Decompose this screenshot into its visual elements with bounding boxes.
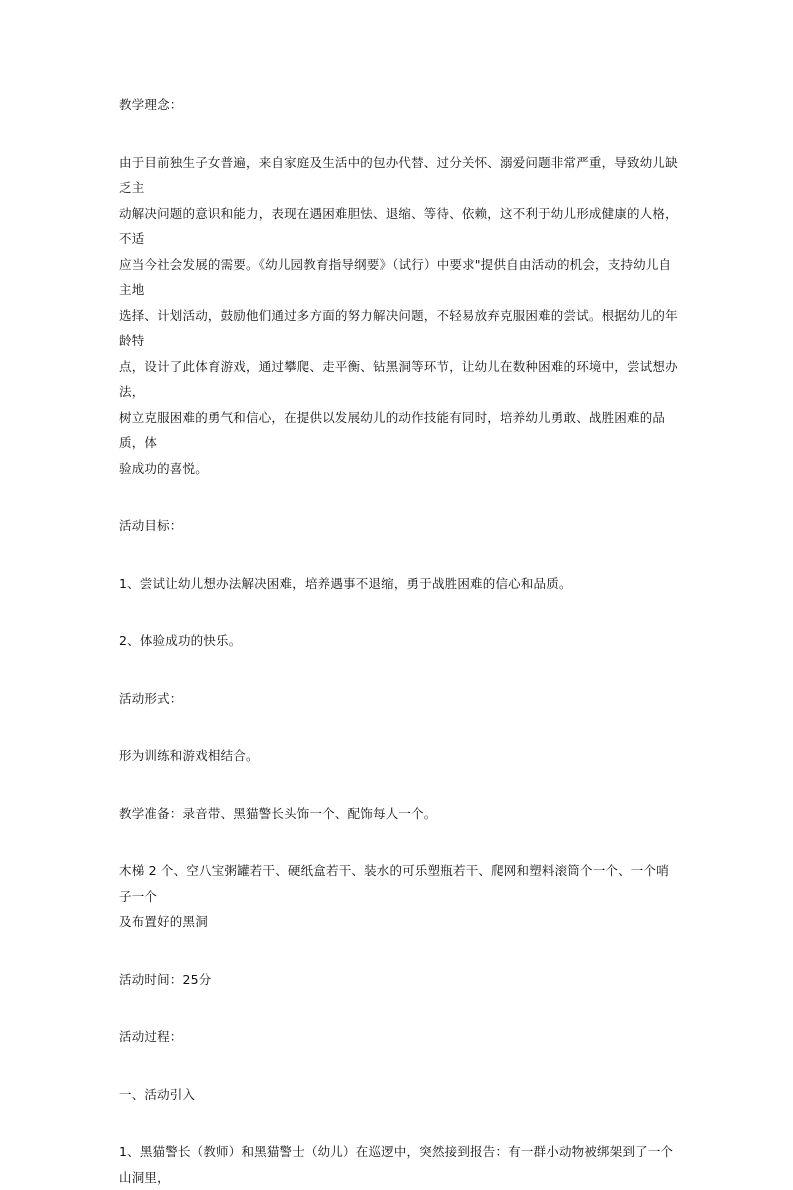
heading-activity-goals: 活动目标：: [119, 518, 183, 533]
section-heading-intro: 一、活动引入: [119, 1086, 196, 1102]
materials-paragraph: [119, 858, 679, 935]
paragraph-line: 选择、计划活动，鼓励他们通过多方面的努力解决问题，不轻易放弃克服困难的尝试。根据幼儿的年龄特: [119, 307, 678, 348]
spacer: [119, 654, 679, 686]
spacer: [119, 1107, 679, 1139]
activity-time: 活动时间：25分: [119, 971, 212, 987]
goal-item-1: 1、尝试让幼儿想办法解决困难，培养遇事不退缩，勇于战胜困难的信心和品质。: [119, 575, 572, 591]
paragraph-line: 点，设计了此体育游戏，通过攀爬、走平衡、钻黑洞等环节，让幼儿在数种困难的环境中，尝试想办法，: [119, 358, 678, 399]
paragraph-line: 验成功的喜悦。: [119, 460, 208, 476]
philosophy-paragraph: [119, 150, 679, 482]
paragraph-line: 及布置好的黑洞: [119, 914, 208, 929]
spacer: [119, 481, 679, 513]
paragraph-line: 应当今社会发展的需要。《幼儿园教育指导纲要》（试行）中要求"提供自由活动的机会，支持幼儿自主地: [119, 256, 672, 297]
spacer: [119, 596, 679, 628]
spacer: [119, 118, 679, 150]
spacer: [119, 769, 679, 801]
spacer: [119, 1050, 679, 1082]
spacer: [119, 992, 679, 1024]
heading-teaching-philosophy: 教学理念：: [119, 97, 183, 112]
paragraph-line: 动解决问题的意识和能力，表现在遇困难胆怯、退缩、等待、依赖，这不利于幼儿形成健康的人格，不适: [119, 205, 678, 246]
spacer: [119, 711, 679, 743]
goal-item-2: 2、体验成功的快乐。: [119, 633, 242, 648]
document-body: [119, 92, 679, 1190]
teaching-preparation: 教学准备：录音带、黑猫警长头饰一个、配饰每人一个。: [119, 805, 437, 821]
spacer: [119, 539, 679, 571]
process-step-1: 1、黑猫警长（教师）和黑猫警士（幼儿）在巡逻中，突然接到报告：有一群小动物被绑架到了一个山洞里，: [119, 1144, 674, 1185]
heading-activity-process: 活动过程：: [119, 1029, 183, 1044]
spacer: [119, 826, 679, 858]
paragraph-line: 木梯 2 个、空八宝粥罐若干、硬纸盒若干、装水的可乐塑瓶若干、爬网和塑料滚筒个一个、一个哨子一个: [119, 863, 669, 904]
paragraph-line: 由于目前独生子女普遍，来自家庭及生活中的包办代替、过分关怀、溺爱问题非常严重，导致幼儿缺乏主: [119, 154, 678, 195]
spacer: [119, 935, 679, 967]
paragraph-line: 树立克服困难的勇气和信心，在提供以发展幼儿的动作技能有同时，培养幼儿勇敢、战胜困难的品质，体: [119, 409, 666, 450]
heading-activity-form: 活动形式：: [119, 690, 183, 706]
activity-form-text: 形为训练和游戏相结合。: [119, 748, 259, 763]
